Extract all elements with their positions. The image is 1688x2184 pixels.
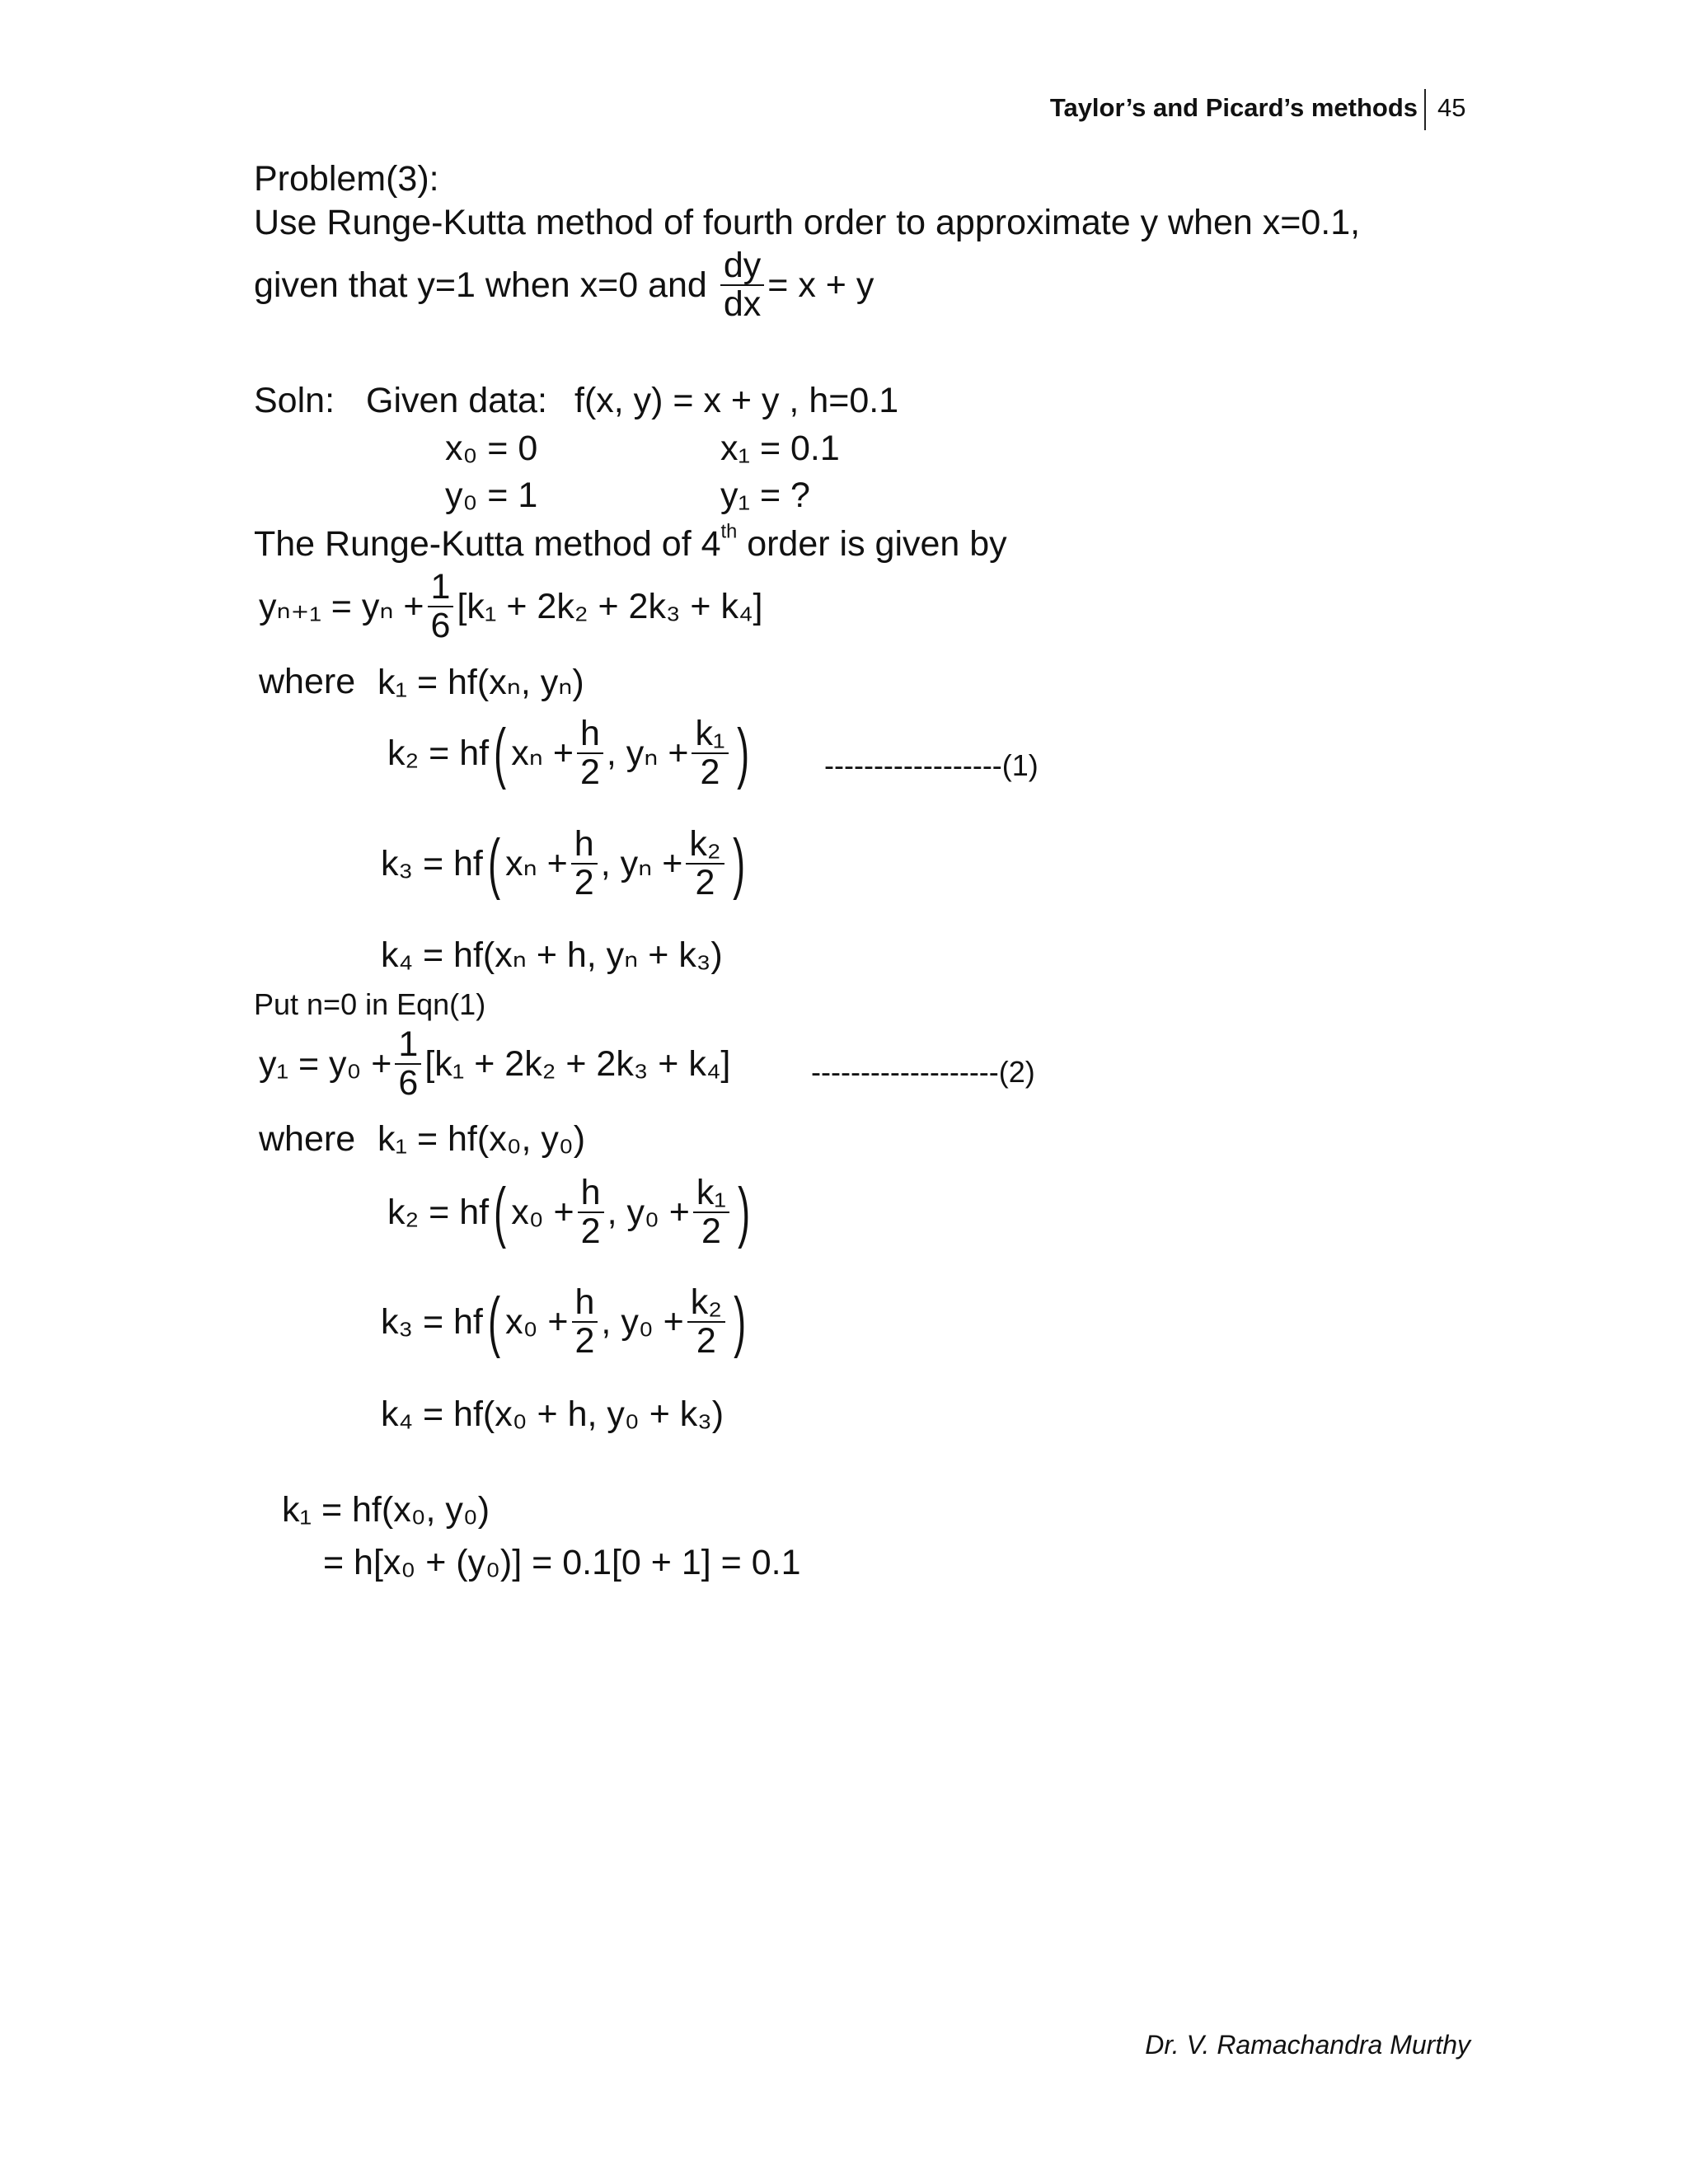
k2-over-2-fraction [686, 826, 724, 902]
derivative-rhs: = x + y [767, 265, 874, 305]
rk-intro-superscript: th [720, 521, 738, 543]
k2-general-xterm: xₙ + [511, 733, 574, 774]
fraction-denominator: 2 [574, 1321, 595, 1361]
right-paren: ) [736, 715, 749, 791]
one-sixth-fraction [428, 569, 454, 644]
derivative-numerator: dy [720, 247, 764, 286]
k1-over-2-fraction [692, 715, 728, 791]
h-over-2-fraction [571, 826, 598, 902]
right-paren: ) [734, 1284, 747, 1360]
one-sixth-fraction [395, 1026, 421, 1102]
k4-general: k₄ = hf(xₙ + h, yₙ + k₃) [381, 935, 723, 975]
where-label-general: where [259, 662, 356, 701]
fraction-numerator: h [571, 826, 598, 865]
fraction-numerator: k₂ [687, 1284, 725, 1323]
given-x1: x₁ = 0.1 [720, 429, 840, 468]
k2-general-yterm: , yₙ + [606, 733, 689, 774]
k1-general: k₁ = hf(xₙ, yₙ) [377, 663, 584, 702]
header-divider [1424, 89, 1426, 130]
given-y0: y₀ = 1 [445, 476, 538, 515]
h-over-2-fraction [572, 1284, 598, 1360]
fraction-denominator: 2 [574, 863, 594, 903]
where-label-specific: where [259, 1119, 356, 1159]
problem-line-2 [254, 247, 874, 323]
fraction-denominator: 2 [696, 1321, 716, 1361]
k3-specific-lhs: k₃ = hf [381, 1301, 483, 1342]
given-data-label: Given data: [366, 381, 547, 420]
fraction-numerator: k₁ [693, 1174, 729, 1213]
k3-specific [381, 1284, 751, 1360]
left-paren: ( [494, 715, 507, 791]
rk4-specific-lhs: y₁ = y₀ + [259, 1043, 392, 1084]
soln-label: Soln: [254, 381, 335, 420]
k2-general-lhs: k₂ = hf [387, 733, 490, 773]
k2-specific-xterm: x₀ + [511, 1192, 574, 1232]
fraction-numerator: h [578, 1174, 604, 1213]
right-paren: ) [732, 826, 745, 902]
k3-general-xterm: xₙ + [505, 844, 568, 884]
fraction-denominator: 6 [430, 606, 451, 646]
rk4-specific-formula [259, 1026, 730, 1102]
fraction-denominator: 2 [701, 1212, 721, 1252]
equation-tag-2: -------------------(2) [811, 1055, 1035, 1089]
k2-specific-lhs: k₂ = hf [387, 1192, 490, 1232]
rk-intro-text-end: order is given by [737, 524, 1007, 564]
k2-specific-yterm: , y₀ + [607, 1192, 690, 1232]
problem-heading: Problem(3): [254, 159, 439, 199]
problem-line-2-prefix: given that y=1 when x=0 and [254, 265, 707, 305]
running-header-title: Taylor’s and Picard’s methods [1049, 93, 1418, 122]
k3-general-lhs: k₃ = hf [381, 843, 483, 883]
rk4-general-lhs: yₙ₊₁ = yₙ + [259, 587, 424, 627]
k2-specific [387, 1174, 755, 1250]
k1-compute-line-1: k₁ = hf(x₀, y₀) [282, 1490, 490, 1530]
k3-specific-xterm: x₀ + [505, 1301, 569, 1342]
fraction-denominator: 6 [398, 1063, 419, 1104]
h-over-2-fraction [578, 1174, 604, 1250]
k4-specific: k₄ = hf(x₀ + h, y₀ + k₃) [381, 1394, 724, 1434]
k1-specific: k₁ = hf(x₀, y₀) [377, 1119, 586, 1159]
h-over-2-fraction [577, 715, 603, 791]
fraction-denominator: 2 [580, 1212, 601, 1252]
fraction-numerator: 1 [428, 569, 454, 607]
k3-specific-yterm: , y₀ + [601, 1301, 684, 1342]
fraction-numerator: k₁ [692, 715, 728, 754]
k2-over-2-fraction [687, 1284, 725, 1360]
given-y1: y₁ = ? [720, 476, 810, 515]
fraction-numerator: h [577, 715, 603, 754]
problem-line-1: Use Runge-Kutta method of fourth order to approximate y when x=0.1, [254, 203, 1361, 242]
derivative-fraction [720, 247, 764, 323]
rk-intro [254, 521, 1007, 565]
rk-intro-text: The Runge-Kutta method of 4 [254, 524, 721, 564]
k2-general [387, 715, 754, 791]
rk4-general-formula [259, 569, 762, 644]
left-paren: ( [488, 1284, 500, 1360]
k3-general-yterm: , yₙ + [600, 844, 683, 884]
fraction-numerator: h [572, 1284, 598, 1323]
rk4-general-rhs: [k₁ + 2k₂ + 2k₃ + k₄] [457, 586, 763, 626]
fraction-numerator: k₂ [686, 826, 724, 865]
right-paren: ) [738, 1174, 751, 1250]
fraction-denominator: 2 [579, 752, 600, 793]
k3-general [381, 826, 750, 902]
given-expression: f(x, y) = x + y , h=0.1 [574, 381, 899, 420]
derivative-denominator: dx [723, 284, 762, 325]
left-paren: ( [488, 826, 500, 902]
rk4-specific-rhs: [k₁ + 2k₂ + 2k₃ + k₄] [424, 1043, 731, 1084]
left-paren: ( [494, 1174, 507, 1250]
equation-tag-1: ------------------(1) [824, 748, 1039, 782]
footer-author: Dr. V. Ramachandra Murthy [1145, 2030, 1470, 2060]
fraction-numerator: 1 [395, 1026, 421, 1065]
fraction-denominator: 2 [700, 752, 720, 793]
put-n0-instruction: Put n=0 in Eqn(1) [254, 987, 486, 1021]
fraction-denominator: 2 [695, 863, 715, 903]
given-x0: x₀ = 0 [445, 429, 538, 468]
k1-over-2-fraction [693, 1174, 729, 1250]
page-number: 45 [1437, 93, 1466, 122]
k1-compute-line-2: = h[x₀ + (y₀)] = 0.1[0 + 1] = 0.1 [323, 1543, 801, 1582]
